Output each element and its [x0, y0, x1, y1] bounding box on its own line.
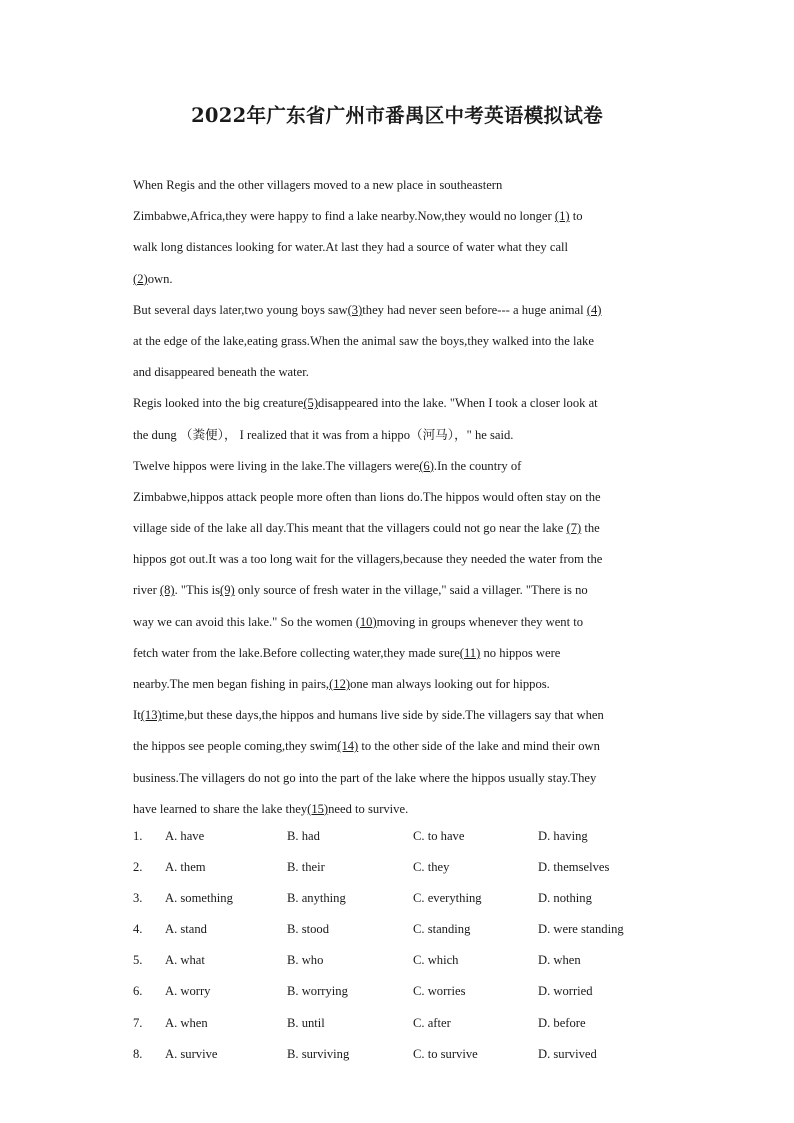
- question-row: [133, 883, 663, 914]
- blank-marker: (8): [159, 583, 175, 598]
- passage-line: [133, 544, 663, 575]
- passage-text: village side of the lake all day.This meant that the villagers could not go near the lake: [133, 521, 567, 536]
- blank-marker: (11): [459, 645, 481, 660]
- passage-text: It: [133, 708, 141, 723]
- blank-marker: (14): [337, 739, 359, 754]
- passage-text: time,but these days,the hippos and humans live side by side.The villagers say that when: [161, 708, 604, 723]
- option-d: D. having: [538, 829, 588, 843]
- passage-text: to: [569, 209, 583, 224]
- question-row: [133, 945, 663, 976]
- answer-options: [133, 821, 663, 1070]
- passage-text: fetch water from the lake.Before collecting water,they made sure: [133, 645, 460, 660]
- option-b: B. who: [287, 953, 324, 968]
- option-b: B. until: [287, 1015, 325, 1030]
- question-number: 3.: [133, 891, 143, 906]
- passage-text: walk long distances looking for water.At last they had a source of water what they call: [133, 240, 569, 255]
- passage-line: [133, 575, 663, 606]
- passage-line: [133, 607, 663, 638]
- question-row: [133, 852, 663, 883]
- passage-text: have learned to share the lake they: [133, 801, 308, 816]
- option-a: A. when: [165, 1015, 208, 1030]
- passage-line: [133, 420, 663, 451]
- passage-line: [133, 700, 663, 731]
- blank-marker: (10): [355, 614, 377, 629]
- cloze-passage: [133, 170, 663, 825]
- passage-line: [133, 232, 663, 263]
- passage-line: [133, 638, 663, 669]
- option-c: C. standing: [413, 922, 471, 937]
- passage-text: one man always looking out for hippos.: [350, 677, 550, 691]
- option-d: D. were standing: [538, 922, 624, 937]
- passage-text: moving in groups whenever they went to: [376, 614, 584, 629]
- passage-line: [133, 170, 663, 201]
- passage-text: way we can avoid this lake." So the women: [133, 614, 356, 629]
- blank-marker: (9): [220, 583, 235, 598]
- passage-text: the hippos see people coming,they swim: [133, 739, 338, 754]
- option-c: C. to have: [413, 829, 465, 843]
- option-a: A. them: [165, 860, 206, 875]
- option-c: C. which: [413, 953, 459, 968]
- passage-text: no hippos were: [480, 645, 561, 660]
- passage-text: business.The villagers do not go into the part of the lake where the hippos usually stay.They: [133, 770, 597, 785]
- question-number: 2.: [133, 860, 143, 875]
- option-a: A. something: [165, 891, 233, 906]
- question-row: [133, 1008, 663, 1039]
- passage-text: Twelve hippos were living in the lake.The villagers were: [133, 458, 420, 473]
- option-a: A. have: [165, 829, 205, 843]
- option-b: B. anything: [287, 891, 346, 906]
- passage-text: nearby.The men began fishing in pairs,: [133, 677, 330, 691]
- option-a: A. worry: [165, 984, 211, 999]
- option-c: C. everything: [413, 891, 482, 906]
- blank-marker: (12): [329, 677, 351, 691]
- passage-line: [133, 388, 663, 419]
- option-b: B. stood: [287, 922, 329, 937]
- question-number: 7.: [133, 1015, 143, 1030]
- passage-text: But several days later,two young boys saw: [133, 302, 348, 317]
- blank-marker: (13): [140, 708, 162, 723]
- passage-line: [133, 669, 663, 700]
- page-title: 2022年广东省广州市番禺区中考英语模拟试卷: [191, 104, 603, 127]
- question-row: [133, 976, 663, 1007]
- option-c: C. they: [413, 860, 450, 875]
- option-a: A. what: [165, 953, 205, 968]
- option-c: C. to survive: [413, 1046, 478, 1061]
- question-number: 4.: [133, 922, 143, 937]
- question-number: 5.: [133, 953, 143, 968]
- passage-line: [133, 201, 663, 232]
- option-d: D. themselves: [538, 860, 610, 875]
- passage-text: need to survive.: [328, 801, 409, 816]
- blank-marker: (1): [554, 209, 570, 224]
- passage-line: [133, 763, 663, 794]
- blank-marker: (2): [133, 271, 148, 286]
- passage-text: disappeared into the lake. "When I took a closer look at: [318, 396, 598, 411]
- passage-line: [133, 264, 663, 295]
- passage-text: Zimbabwe,Africa,they were happy to find a lake nearby.Now,they would no longer: [133, 209, 555, 224]
- option-d: D. when: [538, 953, 581, 968]
- blank-marker: (6): [419, 458, 434, 473]
- passage-text: at the edge of the lake,eating grass.When the animal saw the boys,they walked into the lake: [133, 333, 594, 348]
- blank-marker: (7): [566, 521, 582, 536]
- question-number: 1.: [133, 829, 143, 843]
- passage-text: and disappeared beneath the water.: [133, 365, 309, 380]
- blank-marker: (3): [347, 302, 363, 317]
- passage-text: only source of fresh water in the village," said a villager. "There is no: [234, 583, 588, 598]
- option-a: A. survive: [165, 1046, 218, 1061]
- passage-line: [133, 357, 663, 388]
- passage-line: [133, 326, 663, 357]
- passage-text: the dung （粪便）， I realized that it was from a hippo（河马），" he said.: [133, 427, 514, 442]
- question-number: 8.: [133, 1046, 143, 1061]
- option-b: B. their: [287, 860, 325, 875]
- option-c: C. worries: [413, 984, 466, 999]
- passage-text: Regis looked into the big creature: [133, 396, 304, 411]
- option-a: A. stand: [165, 922, 207, 937]
- option-c: C. after: [413, 1015, 451, 1030]
- passage-text: the: [581, 521, 600, 536]
- passage-line: [133, 731, 663, 762]
- passage-text: to the other side of the lake and mind their own: [358, 739, 600, 754]
- question-row: [133, 1039, 663, 1070]
- passage-line: [133, 482, 663, 513]
- option-d: D. survived: [538, 1046, 597, 1061]
- question-number: 6.: [133, 984, 143, 999]
- option-b: B. surviving: [287, 1046, 350, 1061]
- passage-text: hippos got out.It was a too long wait for the villagers,because they needed the water from the: [133, 552, 603, 567]
- passage-text: river: [133, 583, 160, 598]
- option-b: B. worrying: [287, 984, 348, 999]
- passage-text: Zimbabwe,hippos attack people more often than lions do.The hippos would often stay on the: [133, 489, 601, 504]
- option-d: D. worried: [538, 984, 593, 999]
- passage-text: they had never seen before--- a huge animal: [362, 302, 587, 317]
- blank-marker: (4): [586, 302, 602, 317]
- option-d: D. nothing: [538, 891, 592, 906]
- blank-marker: (15): [307, 801, 329, 816]
- passage-text: . "This is: [174, 583, 220, 598]
- passage-line: [133, 295, 663, 326]
- blank-marker: (5): [303, 396, 319, 411]
- passage-line: [133, 513, 663, 544]
- passage-text: .In the country of: [433, 458, 522, 473]
- passage-text: own.: [147, 271, 173, 286]
- passage-line: [133, 451, 663, 482]
- option-b: B. had: [287, 829, 320, 843]
- option-d: D. before: [538, 1015, 586, 1030]
- question-row: [133, 914, 663, 945]
- passage-text: When Regis and the other villagers moved to a new place in southeastern: [133, 178, 503, 192]
- question-row: [133, 821, 663, 852]
